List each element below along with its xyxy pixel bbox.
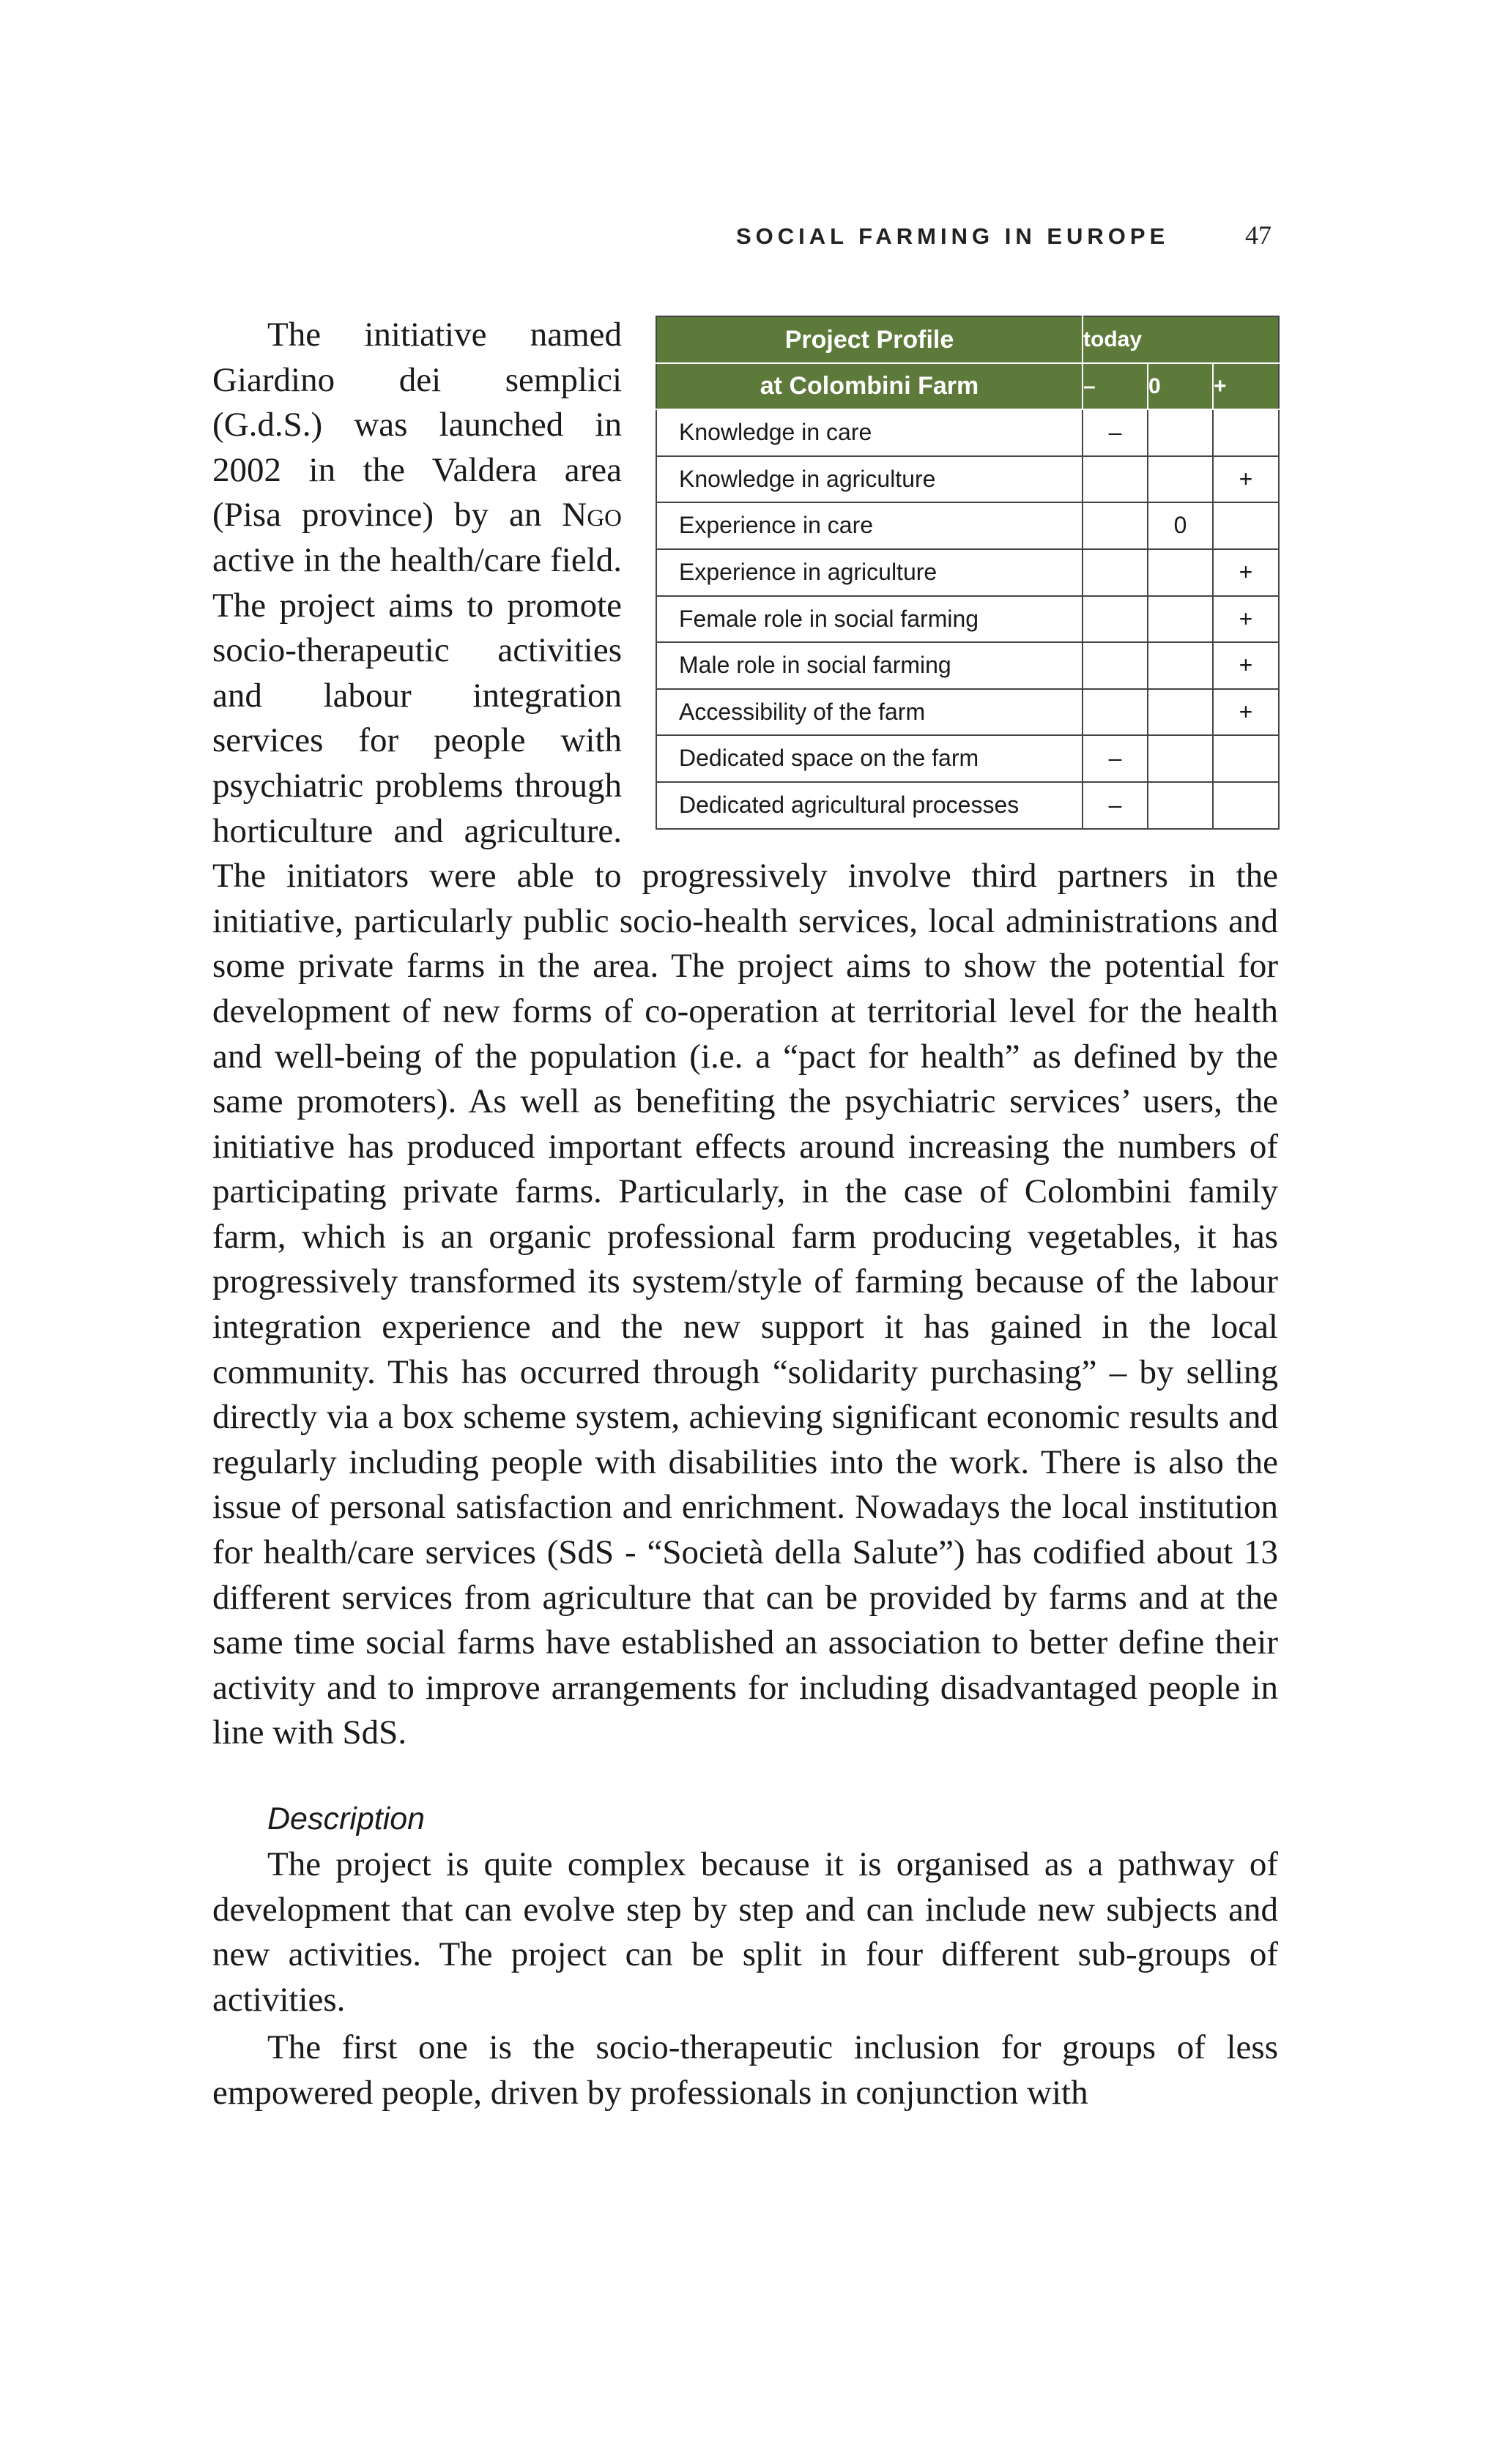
rating-minus [1083, 549, 1148, 596]
rating-minus [1083, 642, 1148, 689]
page-number: 47 [1245, 220, 1271, 250]
rating-zero [1148, 596, 1213, 643]
rating-zero: 0 [1148, 502, 1213, 549]
scale-plus-header: + [1213, 363, 1279, 410]
rating-plus: + [1213, 549, 1279, 596]
table-row [656, 782, 1279, 829]
table-row [656, 409, 1279, 456]
project-profile-table-container [656, 316, 1278, 830]
body-paragraph-2: The project is quite complex because it is organised as a pathway of development that can evolve step by step and can include new subjects and new activities. The project can be split in four different sub-groups of activities. [212, 1845, 1278, 2019]
project-profile-table [656, 316, 1280, 830]
row-label: Male role in social farming [656, 642, 1083, 689]
rating-minus [1083, 456, 1148, 503]
table-row [656, 502, 1279, 549]
row-label: Experience in agriculture [656, 549, 1083, 596]
rating-minus: – [1083, 735, 1148, 782]
row-label: Female role in social farming [656, 596, 1083, 643]
row-label: Dedicated space on the farm [656, 735, 1083, 782]
table-row [656, 596, 1279, 643]
running-title: SOCIAL FARMING IN EUROPE [736, 223, 1170, 249]
table-row [656, 456, 1279, 503]
body-text: active in the health/care field. The project aims to promote socio-therapeutic activities and labour integration services for people with psychiatric problems through horticulture and agriculture. The initiators were able to progressively involve third partners in the initiative, particularly public socio-health services, local administrations and some private farms in the area. The project aims to show the potential for development of new forms of co-operation at territorial level for the health and well-being of the population (i.e. a “pact for health” as defined by the same promoters). As well as benefiting the psychiatric services’ users, the initiative has produced important effects around increasing the numbers of participating private farms. Particularly, in the case of Colombini family farm, which is an organic professional farm producing vegetables, it has progressively transformed its system/style of farming because of the labour integration experience and the new support it has gained in the local community. This has occurred through “solidarity purchasing” – by selling directly via a box scheme system, achieving significant economic results and regularly including people with disabilities into the work. There is also the issue of personal satisfaction and enrichment. Nowadays the local institution for health/care services (SdS - “Società della Salute”) has codified about 13 different services from agriculture that can be provided by farms and at the same time social farms have established an association to better define their activity and to improve arrangements for including disadvantaged people in line with SdS. [212, 540, 1278, 1752]
rating-minus: – [1083, 409, 1148, 456]
scale-minus-header: – [1083, 363, 1148, 410]
rating-zero [1148, 689, 1213, 736]
today-header: today [1083, 316, 1279, 363]
table-title-line2: at Colombini Farm [656, 363, 1083, 410]
row-label: Knowledge in care [656, 409, 1083, 456]
row-label: Accessibility of the farm [656, 689, 1083, 736]
rating-plus [1213, 735, 1279, 782]
rating-zero [1148, 456, 1213, 503]
rating-minus [1083, 502, 1148, 549]
rating-plus: + [1213, 456, 1279, 503]
rating-plus: + [1213, 642, 1279, 689]
row-label: Experience in care [656, 502, 1083, 549]
table-row [656, 689, 1279, 736]
rating-zero [1148, 549, 1213, 596]
body-paragraph-3: The first one is the socio-therapeutic inclusion for groups of less empowered people, driven by professionals in conjunction with [212, 2028, 1278, 2112]
rating-plus: + [1213, 689, 1279, 736]
row-label: Knowledge in agriculture [656, 456, 1083, 503]
scale-zero-header: 0 [1148, 363, 1213, 410]
rating-plus: + [1213, 596, 1279, 643]
main-text [212, 313, 1278, 2116]
table-row [656, 735, 1279, 782]
rating-zero [1148, 782, 1213, 829]
body-text: The initiative named Giardino dei semplici (G.d.S.) was launched in 2002 in the Valdera area (Pisa province) by an [212, 316, 622, 535]
rating-zero [1148, 735, 1213, 782]
rating-plus [1213, 782, 1279, 829]
row-label: Dedicated agricultural processes [656, 782, 1083, 829]
description-heading: Description [267, 1801, 426, 1836]
rating-zero [1148, 409, 1213, 456]
rating-minus [1083, 689, 1148, 736]
table-row [656, 549, 1279, 596]
rating-zero [1148, 642, 1213, 689]
ngo-abbreviation: Ngo [562, 496, 622, 535]
rating-minus [1083, 596, 1148, 643]
table-row [656, 642, 1279, 689]
rating-plus [1213, 502, 1279, 549]
rating-plus [1213, 409, 1279, 456]
table-title-line1: Project Profile [656, 316, 1083, 363]
rating-minus: – [1083, 782, 1148, 829]
